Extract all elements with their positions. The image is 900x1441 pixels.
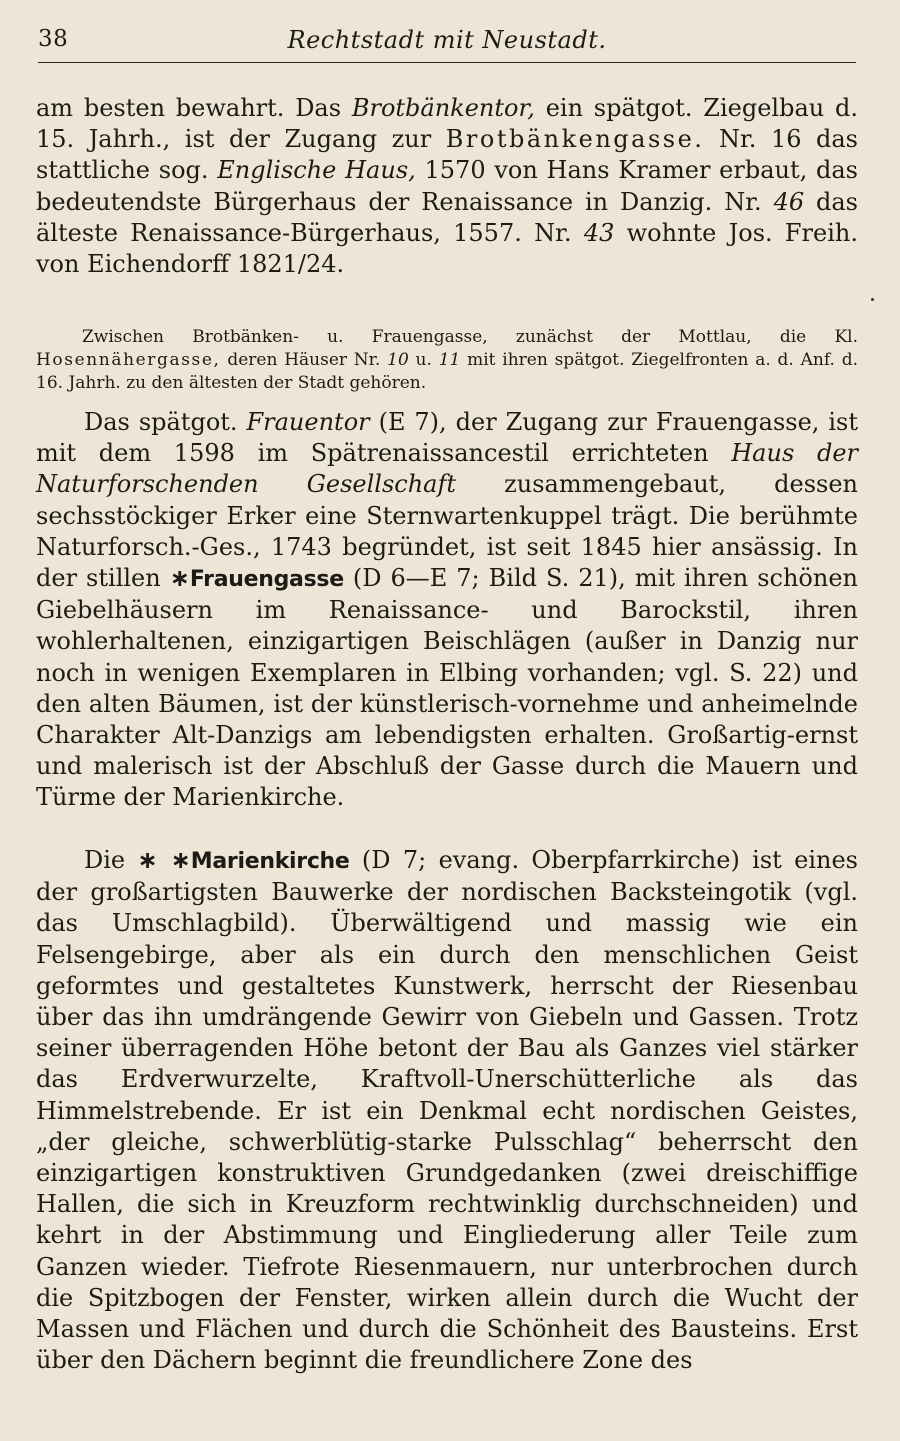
paragraph-marienkirche <box>36 845 858 1376</box>
text: (D 7; evang. Oberpfarrkirche) ist eines der großartigsten Bauwerke der nordischen Backsteingotik (vgl. das Umschlagbild). Überwältigend und massig wie ein Felsengebirge, aber als ein durch den menschlichen Geist geformtes und gestaltetes Kunstwerk, herrscht der Riesenbau über das ihn umdrängende Gewirr von Giebeln und Gassen. Trotz seiner überragenden Höhe betont der Bau als Ganzes viel stärker das Erdverwurzelte, Kraftvoll-Unerschütterliche als das Himmelstrebende. Er ist ein Denkmal echt nordischen Geistes, „der gleiche, schwerblütig-starke Pulsschlag“ beherrscht den einzigartigen konstruktiven Grundgedanken (zwei dreischiffige Hallen, die sich in Kreuzform rechtwinklig durchschneiden) und kehrt in der Abstimmung und Eingliederung aller Teile zum Ganzen wieder. Tiefrote Riesenmauern, nur unterbrochen durch die Spitzbogen der Fenster, wirken allein durch die Wucht der Massen und Flächen und durch die Schönheit des Bausteins. Erst über den Dächern beginnt die freundlichere Zone des <box>36 846 858 1375</box>
text: Die <box>84 846 138 874</box>
street-hosennaehergasse: Hosennähergasse, <box>36 350 221 370</box>
house-number-10: 10 <box>387 350 409 370</box>
heading-frauengasse: Frauengasse <box>189 567 344 593</box>
paragraph-frauentor <box>36 407 858 814</box>
text: Zwischen Brotbänken- u. Frauengasse, zunächst der Mottlau, die Kl. <box>82 327 858 347</box>
text: (D 6—E 7; Bild S. 21), mit ihren schönen Giebelhäusern im Renaissance- und Barockstil, ihren wohlerhaltenen, einzigartigen Beischlägen (außer in Danzig nur noch in wenigen Exemplaren in Elbing vorhanden; vgl. S. 22) und den alten Bäumen, ist der künstlerisch-vornehme und anheimelnde Charakter Alt-Danzigs am lebendigsten erhalten. Großartig-ernst und malerisch ist der Abschluß der Gasse durch die Mauern und Türme der Marienkirche. <box>36 564 858 812</box>
text: am besten bewahrt. Das <box>36 94 352 122</box>
paragraph-brotbaenkentor <box>36 93 858 280</box>
text: (E 7), der Zugang zur Frauengasse, ist mit dem 1598 im Spätrenaissancestil errichteten <box>36 408 859 468</box>
page-header <box>38 20 856 58</box>
text: Nr. 16 das stattliche sog. <box>36 125 858 185</box>
page-number: 38 <box>38 26 69 52</box>
text: wohnte Jos. Freih. von Eichendorff 1821/24. <box>36 218 858 279</box>
print-speck <box>871 298 874 301</box>
emphasis-frauentor: Frauentor <box>246 408 370 436</box>
text: mit ihren spätgot. Ziegelfronten a. d. Anf. d. 16. Jahrh. zu den ältesten der Stadt gehören. <box>36 350 858 393</box>
text: das älteste Renaissance-Bürgerhaus, 1557. Nr. <box>36 187 858 247</box>
emphasis-brotbaenkentor: Brotbänkentor, <box>351 94 535 122</box>
house-number-46: 46 <box>773 187 805 216</box>
text: ein spätgot. Ziegelbau d. 15. Jahrh., ist der Zugang zur <box>36 94 858 154</box>
emphasis-naturforschende-gesellschaft: Haus der Naturforschenden Gesellschaft <box>36 439 859 499</box>
emphasis-englische-haus: Englische Haus, <box>217 156 416 185</box>
house-number-43: 43 <box>583 218 615 247</box>
text: Das spätgot. <box>84 408 247 436</box>
text: zusammengebaut, dessen sechsstöckiger Erker eine Sternwartenkuppel trägt. Die berühmte Naturforsch.-Ges., 1743 begründet, ist seit 1845 hier ansässig. In der stillen <box>36 470 858 593</box>
text: deren Häuser Nr. <box>220 350 388 370</box>
header-rule <box>38 62 856 63</box>
street-brotbaenkengasse: Brotbänkengasse. <box>445 125 705 154</box>
running-head: Rechtstadt mit Neustadt. <box>287 26 607 54</box>
text: 1570 von Hans Kramer erbaut, das bedeutendste Bürgerhaus der Renaissance in Danzig. Nr. <box>36 156 858 216</box>
note-hosennaehergasse <box>36 326 858 395</box>
house-number-11: 11 <box>438 350 461 370</box>
double-star-icon: ∗ ∗ <box>137 846 191 874</box>
heading-marienkirche: Marienkirche <box>190 849 350 874</box>
star-icon: ∗ <box>169 564 190 593</box>
text: u. <box>408 350 439 370</box>
